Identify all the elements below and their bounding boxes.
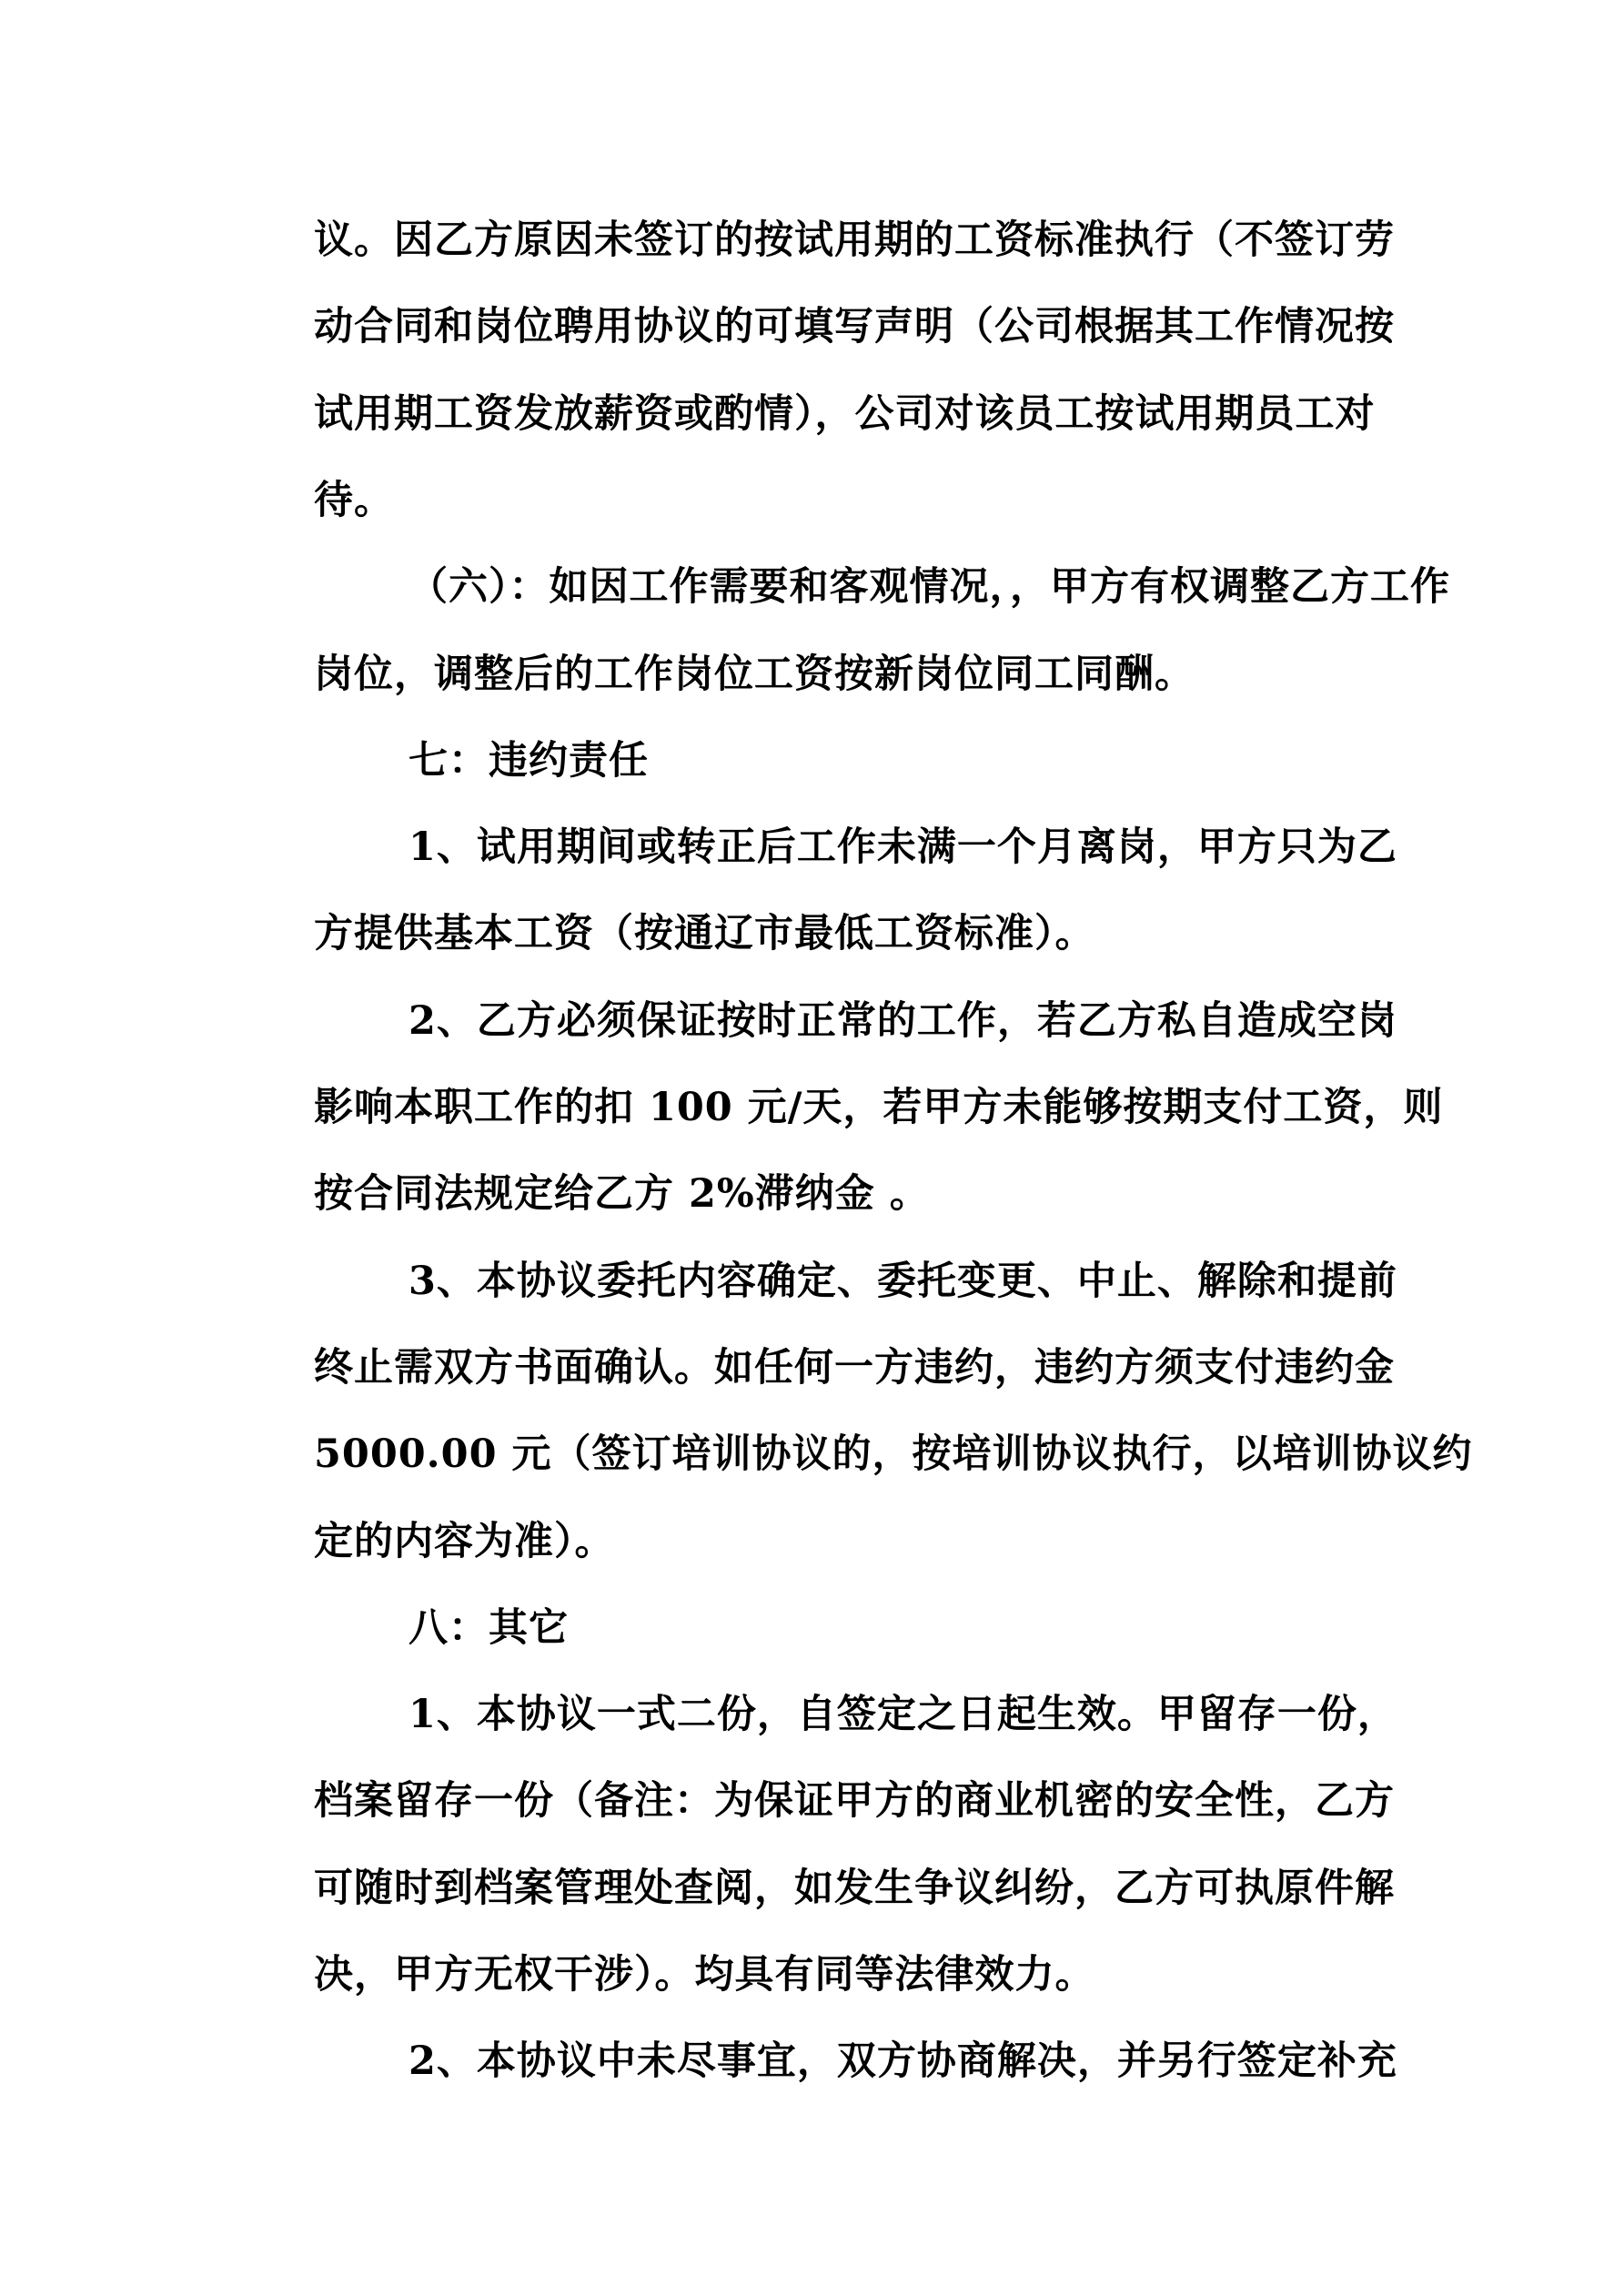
text-line-17-section-heading: 八：其它: [409, 1605, 569, 1651]
text-line-16: 定的内容为准）。: [314, 1519, 615, 1564]
text-line-9: 方提供基本工资（按通辽市最低工资标准）。: [314, 911, 1095, 956]
text-line-19: 档案留存一份（备注：为保证甲方的商业机密的安全性，乙方: [314, 1778, 1395, 1824]
text-line-2: 动合同和岗位聘用协议的可填写声明（公司根据其工作情况按: [314, 304, 1395, 349]
text-line-5: （六）：如因工作需要和客观情况，，甲方有权调整乙方工作: [409, 564, 1450, 610]
text-line-4: 待。: [314, 478, 394, 523]
text-line-3: 试用期工资发放薪资或酌情），公司对该员工按试用期员工对: [314, 391, 1376, 437]
text-line-8: 1、试用期间或转正后工作未满一个月离岗，甲方只为乙: [409, 824, 1397, 870]
text-line-7-section-heading: 七：违约责任: [409, 738, 649, 784]
text-line-11: 影响本职工作的扣 100 元/天，若甲方未能够按期支付工资，则: [314, 1085, 1444, 1130]
text-line-10: 2、乙方必须保证按时正常的工作，若乙方私自造成空岗: [409, 998, 1397, 1044]
text-line-14: 终止需双方书面确认。如任何一方违约，违约方须支付违约金: [314, 1345, 1395, 1391]
text-line-21: 决，甲方无权干涉）。均具有同等法律效力。: [314, 1952, 1095, 1998]
text-line-1: 议。因乙方原因未签订的按试用期的工资标准执行（不签订劳: [314, 217, 1395, 263]
text-line-6: 岗位，调整后的工作岗位工资按新岗位同工同酬。: [314, 652, 1195, 697]
text-line-20: 可随时到档案管理处查阅，如发生争议纠纷，乙方可执原件解: [314, 1866, 1395, 1911]
text-line-22: 2、本协议中未尽事宜，双方协商解决，并另行签定补充: [409, 2038, 1397, 2084]
text-line-12: 按合同法规定给乙方 2%滞纳金 。: [314, 1171, 930, 1217]
text-line-13: 3、本协议委托内容确定、委托变更、中止、解除和提前: [409, 1259, 1397, 1304]
text-line-15: 5000.00 元（签订培训协议的，按培训协议执行，以培训协议约: [314, 1431, 1473, 1477]
text-line-18: 1、本协议一式二份，自签定之日起生效。甲留存一份，: [409, 1692, 1397, 1737]
